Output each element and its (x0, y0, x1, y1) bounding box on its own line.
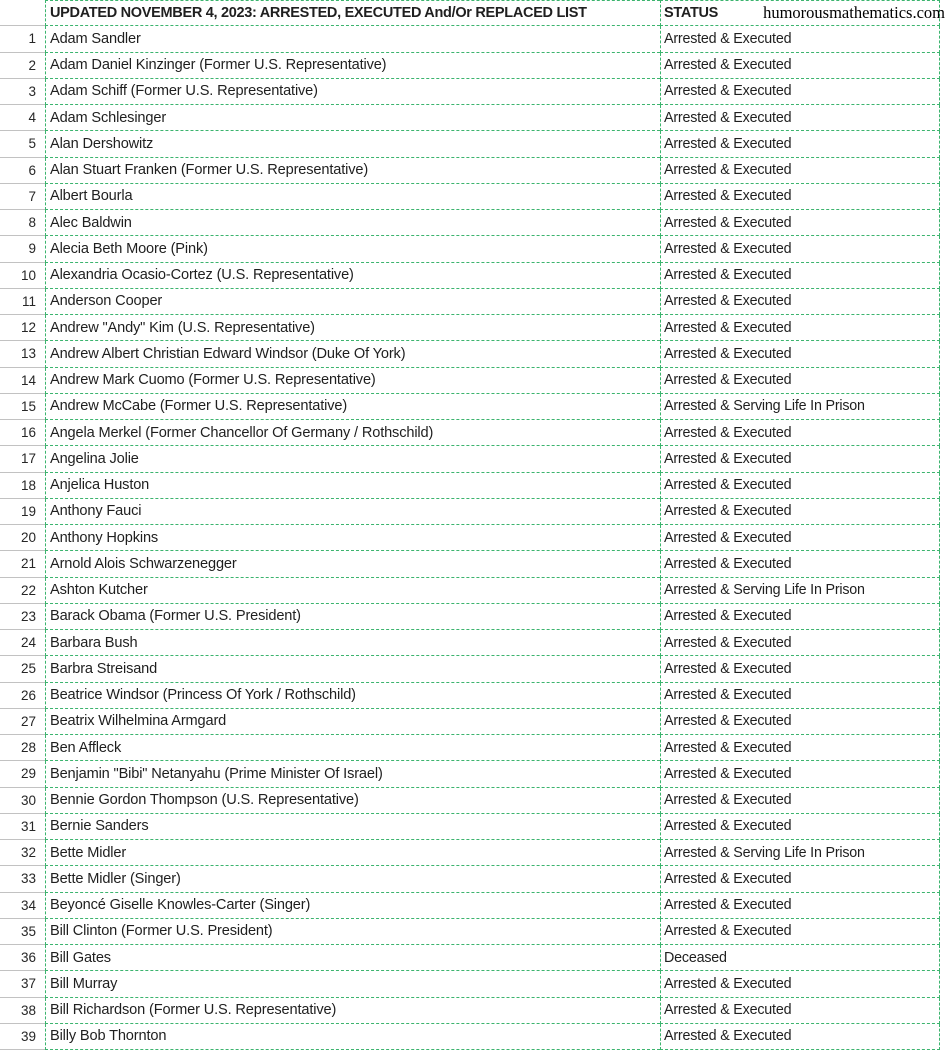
corner-cell[interactable] (0, 0, 45, 26)
table-row (0, 840, 940, 866)
status-cell[interactable]: Arrested & Serving Life In Prison (660, 840, 940, 866)
row-number-cell[interactable]: 14 (0, 368, 45, 394)
table-row (0, 315, 940, 341)
name-cell[interactable]: Barbara Bush (45, 630, 660, 656)
table-row (0, 788, 940, 814)
name-cell[interactable]: Adam Daniel Kinzinger (Former U.S. Representative) (45, 53, 660, 79)
name-cell[interactable]: Angelina Jolie (45, 446, 660, 472)
table-row (0, 131, 940, 157)
row-number-cell[interactable]: 5 (0, 131, 45, 157)
row-number-cell[interactable]: 6 (0, 158, 45, 184)
row-number-cell[interactable]: 17 (0, 446, 45, 472)
table-row (0, 893, 940, 919)
status-cell[interactable]: Arrested & Executed (660, 184, 940, 210)
table-row (0, 341, 940, 367)
row-number-cell[interactable]: 27 (0, 709, 45, 735)
table-row (0, 368, 940, 394)
name-cell[interactable]: Bill Richardson (Former U.S. Representative) (45, 998, 660, 1024)
table-row (0, 604, 940, 630)
table-row (0, 1024, 940, 1050)
status-cell[interactable]: Arrested & Executed (660, 1024, 940, 1050)
table-row (0, 735, 940, 761)
name-cell[interactable]: Ashton Kutcher (45, 578, 660, 604)
name-cell[interactable]: Beatrice Windsor (Princess Of York / Rothschild) (45, 683, 660, 709)
name-cell[interactable]: Barack Obama (Former U.S. President) (45, 604, 660, 630)
status-cell[interactable]: Arrested & Executed (660, 604, 940, 630)
status-cell[interactable]: Arrested & Executed (660, 263, 940, 289)
row-number-cell[interactable]: 26 (0, 683, 45, 709)
table-body (0, 26, 940, 1050)
status-cell[interactable]: Arrested & Executed (660, 656, 940, 682)
table-row (0, 578, 940, 604)
status-cell[interactable]: Arrested & Executed (660, 131, 940, 157)
status-cell[interactable]: Arrested & Executed (660, 105, 940, 131)
row-number-cell[interactable]: 35 (0, 919, 45, 945)
status-cell[interactable]: Arrested & Serving Life In Prison (660, 394, 940, 420)
name-cell[interactable]: Arnold Alois Schwarzenegger (45, 551, 660, 577)
header-row (0, 0, 945, 26)
name-cell[interactable]: Alec Baldwin (45, 210, 660, 236)
status-cell[interactable]: Arrested & Executed (660, 630, 940, 656)
row-number-cell[interactable]: 36 (0, 945, 45, 971)
row-number-cell[interactable]: 4 (0, 105, 45, 131)
status-cell[interactable]: Arrested & Executed (660, 998, 940, 1024)
name-cell[interactable]: Andrew Albert Christian Edward Windsor (Duke Of York) (45, 341, 660, 367)
name-cell[interactable]: Bette Midler (45, 840, 660, 866)
row-number-cell[interactable]: 21 (0, 551, 45, 577)
row-number-cell[interactable]: 13 (0, 341, 45, 367)
row-number-cell[interactable]: 22 (0, 578, 45, 604)
status-cell[interactable]: Arrested & Executed (660, 971, 940, 997)
row-number-cell[interactable]: 19 (0, 499, 45, 525)
status-cell[interactable]: Arrested & Executed (660, 525, 940, 551)
name-cell[interactable]: Andrew "Andy" Kim (U.S. Representative) (45, 315, 660, 341)
table-row (0, 945, 940, 971)
name-cell[interactable]: Bill Gates (45, 945, 660, 971)
status-cell[interactable]: Arrested & Executed (660, 315, 940, 341)
table-row (0, 158, 940, 184)
table-row (0, 866, 940, 892)
name-cell[interactable]: Bernie Sanders (45, 814, 660, 840)
row-number-cell[interactable]: 25 (0, 656, 45, 682)
row-number-cell[interactable]: 8 (0, 210, 45, 236)
row-number-cell[interactable]: 37 (0, 971, 45, 997)
name-cell[interactable]: Bennie Gordon Thompson (U.S. Representative) (45, 788, 660, 814)
row-number-cell[interactable]: 39 (0, 1024, 45, 1050)
status-cell[interactable]: Arrested & Executed (660, 158, 940, 184)
row-number-cell[interactable]: 10 (0, 263, 45, 289)
row-number-cell[interactable]: 3 (0, 79, 45, 105)
name-cell[interactable]: Bette Midler (Singer) (45, 866, 660, 892)
name-cell[interactable]: Adam Sandler (45, 26, 660, 52)
name-cell[interactable]: Barbra Streisand (45, 656, 660, 682)
table-row (0, 289, 940, 315)
table-row (0, 236, 940, 262)
row-number-cell[interactable]: 32 (0, 840, 45, 866)
row-number-cell[interactable]: 7 (0, 184, 45, 210)
name-cell[interactable]: Andrew Mark Cuomo (Former U.S. Representative) (45, 368, 660, 394)
name-cell[interactable]: Anthony Hopkins (45, 525, 660, 551)
table-row (0, 420, 940, 446)
row-number-cell[interactable]: 24 (0, 630, 45, 656)
status-cell[interactable]: Arrested & Executed (660, 341, 940, 367)
name-cell[interactable]: Alan Stuart Franken (Former U.S. Representative) (45, 158, 660, 184)
status-cell[interactable]: Arrested & Executed (660, 420, 940, 446)
name-cell[interactable]: Benjamin "Bibi" Netanyahu (Prime Minister Of Israel) (45, 761, 660, 787)
row-number-cell[interactable]: 28 (0, 735, 45, 761)
status-cell[interactable]: Arrested & Executed (660, 236, 940, 262)
row-number-cell[interactable]: 23 (0, 604, 45, 630)
row-number-cell[interactable]: 30 (0, 788, 45, 814)
table-row (0, 709, 940, 735)
row-number-cell[interactable]: 16 (0, 420, 45, 446)
table-row (0, 210, 940, 236)
status-cell[interactable]: Arrested & Executed (660, 473, 940, 499)
row-number-cell[interactable]: 11 (0, 289, 45, 315)
status-cell[interactable]: Arrested & Executed (660, 761, 940, 787)
status-cell[interactable]: Arrested & Executed (660, 368, 940, 394)
row-number-cell[interactable]: 34 (0, 893, 45, 919)
table-row (0, 79, 940, 105)
name-cell[interactable]: Anthony Fauci (45, 499, 660, 525)
name-cell[interactable]: Alecia Beth Moore (Pink) (45, 236, 660, 262)
name-cell[interactable]: Bill Murray (45, 971, 660, 997)
status-cell[interactable]: Arrested & Executed (660, 788, 940, 814)
status-cell[interactable]: Arrested & Serving Life In Prison (660, 578, 940, 604)
status-cell[interactable]: Arrested & Executed (660, 26, 940, 52)
table-row (0, 53, 940, 79)
name-cell[interactable]: Bill Clinton (Former U.S. President) (45, 919, 660, 945)
name-cell[interactable]: Anderson Cooper (45, 289, 660, 315)
status-header-label: STATUS (664, 5, 719, 22)
table-row (0, 998, 940, 1024)
status-cell[interactable]: Deceased (660, 945, 940, 971)
row-number-cell[interactable]: 1 (0, 26, 45, 52)
status-header-cell[interactable] (660, 0, 945, 26)
row-number-cell[interactable]: 18 (0, 473, 45, 499)
status-cell[interactable]: Arrested & Executed (660, 79, 940, 105)
name-cell[interactable]: Alexandria Ocasio-Cortez (U.S. Representative) (45, 263, 660, 289)
table-row (0, 630, 940, 656)
table-row (0, 525, 940, 551)
status-cell[interactable]: Arrested & Executed (660, 289, 940, 315)
watermark-text: humorousmathematics.com (763, 3, 945, 23)
table-row (0, 814, 940, 840)
row-number-cell[interactable]: 20 (0, 525, 45, 551)
name-cell[interactable]: Alan Dershowitz (45, 131, 660, 157)
table-row (0, 761, 940, 787)
row-number-cell[interactable]: 31 (0, 814, 45, 840)
row-number-cell[interactable]: 9 (0, 236, 45, 262)
table-row (0, 656, 940, 682)
name-cell[interactable]: Andrew McCabe (Former U.S. Representative) (45, 394, 660, 420)
table-row (0, 551, 940, 577)
status-cell[interactable]: Arrested & Executed (660, 53, 940, 79)
table-row (0, 184, 940, 210)
name-cell[interactable]: Beatrix Wilhelmina Armgard (45, 709, 660, 735)
status-cell[interactable]: Arrested & Executed (660, 893, 940, 919)
table-row (0, 971, 940, 997)
table-row (0, 263, 940, 289)
table-row (0, 446, 940, 472)
name-cell[interactable]: Albert Bourla (45, 184, 660, 210)
table-row (0, 499, 940, 525)
table-row (0, 683, 940, 709)
status-cell[interactable]: Arrested & Executed (660, 683, 940, 709)
name-cell[interactable]: Angela Merkel (Former Chancellor Of Germany / Rothschild) (45, 420, 660, 446)
status-cell[interactable]: Arrested & Executed (660, 210, 940, 236)
row-number-cell[interactable]: 38 (0, 998, 45, 1024)
row-number-cell[interactable]: 12 (0, 315, 45, 341)
name-cell[interactable]: Ben Affleck (45, 735, 660, 761)
status-cell[interactable]: Arrested & Executed (660, 499, 940, 525)
table-row (0, 919, 940, 945)
row-number-cell[interactable]: 33 (0, 866, 45, 892)
table-row (0, 26, 940, 52)
list-title-cell[interactable]: UPDATED NOVEMBER 4, 2023: ARRESTED, EXECUTED And/Or REPLACED LIST (45, 0, 660, 26)
table-row (0, 473, 940, 499)
name-cell[interactable]: Adam Schlesinger (45, 105, 660, 131)
table-row (0, 394, 940, 420)
status-cell[interactable]: Arrested & Executed (660, 735, 940, 761)
row-number-cell[interactable]: 15 (0, 394, 45, 420)
status-cell[interactable]: Arrested & Executed (660, 709, 940, 735)
status-cell[interactable]: Arrested & Executed (660, 551, 940, 577)
name-cell[interactable]: Billy Bob Thornton (45, 1024, 660, 1050)
status-cell[interactable]: Arrested & Executed (660, 814, 940, 840)
row-number-cell[interactable]: 29 (0, 761, 45, 787)
row-number-cell[interactable]: 2 (0, 53, 45, 79)
name-cell[interactable]: Beyoncé Giselle Knowles-Carter (Singer) (45, 893, 660, 919)
name-cell[interactable]: Adam Schiff (Former U.S. Representative) (45, 79, 660, 105)
status-cell[interactable]: Arrested & Executed (660, 919, 940, 945)
name-cell[interactable]: Anjelica Huston (45, 473, 660, 499)
table-row (0, 105, 940, 131)
status-cell[interactable]: Arrested & Executed (660, 446, 940, 472)
status-cell[interactable]: Arrested & Executed (660, 866, 940, 892)
